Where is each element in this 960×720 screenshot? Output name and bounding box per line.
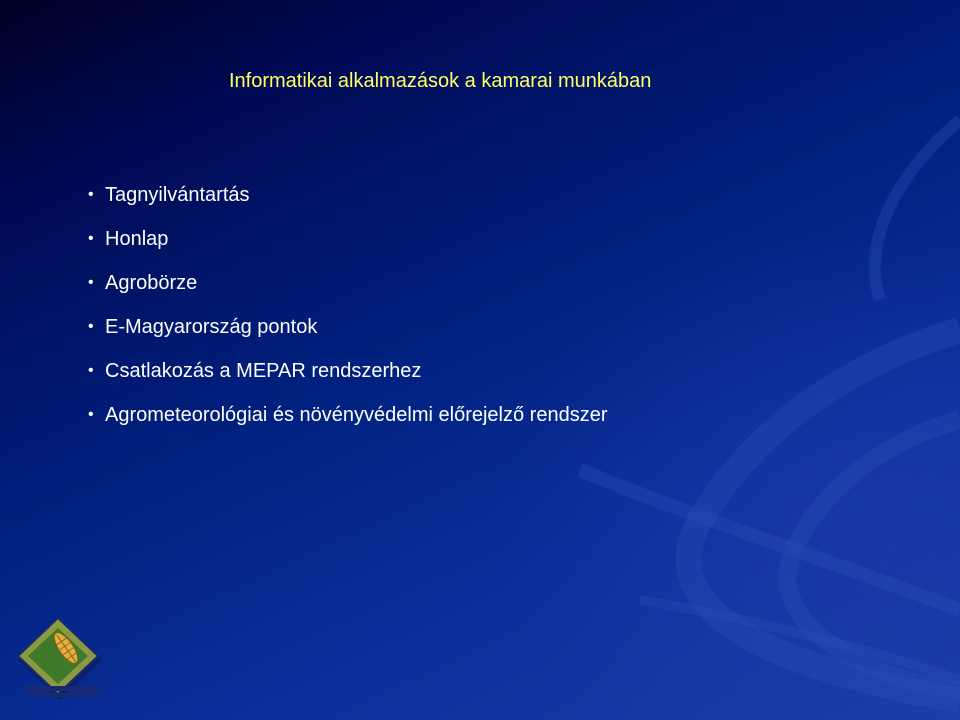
bullet-marker: • [88, 406, 94, 423]
bullet-marker: • [88, 230, 94, 247]
bullet-marker: • [88, 274, 94, 291]
bullet-text: Tagnyilvántartás [105, 184, 250, 206]
chamber-logo-icon [14, 614, 106, 702]
bullet-marker: • [88, 318, 94, 335]
bullet-text: Agrobörze [105, 272, 198, 294]
bullet-list [88, 173, 608, 437]
bullet-marker: • [88, 362, 94, 379]
bullet-item-tagnyilvantartas [88, 173, 608, 217]
slide-title: Informatikai alkalmazások a kamarai munkában [229, 70, 652, 92]
bullet-item-mepar [88, 349, 608, 393]
bullet-marker: • [88, 186, 94, 203]
bullet-item-agroborze [88, 261, 608, 305]
bullet-text: Honlap [105, 228, 169, 250]
bullet-text: Csatlakozás a MEPAR rendszerhez [105, 360, 422, 382]
bullet-item-agrometeorologia [88, 393, 608, 437]
bullet-text: E-Magyarország pontok [105, 316, 318, 338]
bullet-item-e-magyarorszag [88, 305, 608, 349]
bullet-item-honlap [88, 217, 608, 261]
bullet-text: Agrometeorológiai és növényvédelmi előrejelző rendszer [105, 404, 608, 426]
